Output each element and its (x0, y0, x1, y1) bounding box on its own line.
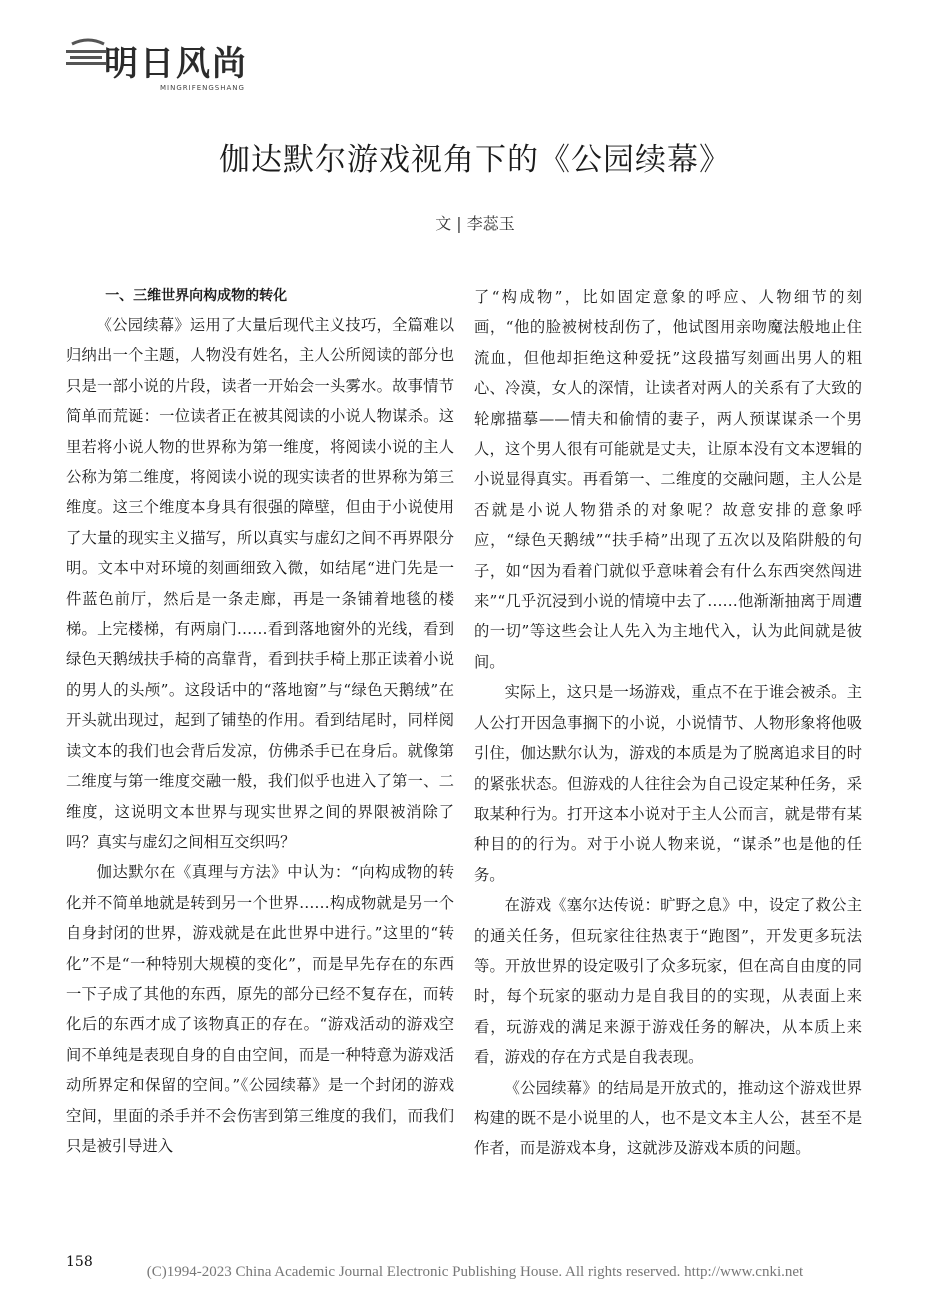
body-paragraph: 《公园续幕》运用了大量后现代主义技巧，全篇难以归纳出一个主题，人物没有姓名，主人公所阅读的部分也只是一部小说的片段，读者一开始会一头雾水。故事情节简单而荒诞：一位读者正在被其阅读的小说人物谋杀。这里若将小说人物的世界称为第一维度，将阅读小说的主人公称为第二维度，将阅读小说的现实读者的世界称为第三维度。这三个维度本身具有很强的障壁，但由于小说使用了大量的现实主义描写，所以真实与虚幻之间不再界限分明。文本中对环境的刻画细致入微，如结尾“进门先是一件蓝色前厅，然后是一条走廊，再是一条铺着地毯的楼梯。上完楼梯，有两扇门……看到落地窗外的光线，看到绿色天鹅绒扶手椅的高靠背，看到扶手椅上那正读着小说的男人的头颅”。这段话中的“落地窗”与“绿色天鹅绒”在开头就出现过，起到了铺垫的作用。看到结尾时，同样阅读文本的我们也会背后发凉，仿佛杀手已在身后。就像第二维度与第一维度交融一般，我们似乎也进入了第一、二维度，这说明文本世界与现实世界之间的界限被消除了吗？真实与虚幻之间相互交织吗？ (66, 316, 454, 851)
page-number: 158 (66, 1254, 93, 1270)
left-column (66, 282, 454, 1161)
section-heading: 一、三维世界向构成物的转化 (105, 288, 288, 304)
logo-text: 明日风尚 (104, 44, 248, 84)
article-author: 文 | 李蕊玉 (435, 214, 515, 233)
body-paragraph: 伽达默尔在《真理与方法》中认为：“向构成物的转化并不简单地就是转到另一个世界……构成物就是另一个自身封闭的世界，游戏就是在此世界中进行。”这里的“转化”不是“一种特别大规模的变化”，而是早先存在的东西一下子成了其他的东西，原先的部分已经不复存在，而转化后的东西才成了该物真正的存在。“游戏活动的游戏空间不单纯是表现自身的自由空间，而是一种特意为游戏活动所界定和保留的空间。”《公园续幕》是一个封闭的游戏空间，里面的杀手并不会伤害到第三维度的我们，而我们只是被引导进入 (66, 863, 454, 1155)
article-title: 伽达默尔游戏视角下的《公园续幕》 (219, 142, 731, 178)
right-column (474, 282, 862, 1164)
logo-subtitle: MINGRIFENGSHANG (160, 84, 245, 92)
body-paragraph: 实际上，这只是一场游戏，重点不在于谁会被杀。主人公打开因急事搁下的小说，小说情节、人物形象将他吸引住，伽达默尔认为，游戏的本质是为了脱离追求目的时的紧张状态。但游戏的人往往会为自己设定某种任务，采取某种行为。打开这本小说对于主人公而言，就是带有某种目的的行为。对于小说人物来说，“谋杀”也是他的任务。 (474, 683, 862, 884)
body-paragraph: 《公园续幕》的结局是开放式的，推动这个游戏世界构建的既不是小说里的人，也不是文本主人公，甚至不是作者，而是游戏本身，这就涉及游戏本质的问题。 (474, 1078, 862, 1158)
body-paragraph: 在游戏《塞尔达传说：旷野之息》中，设定了救公主的通关任务，但玩家往往热衷于“跑图”，开发更多玩法等。开放世界的设定吸引了众多玩家，但在高自由度的同时，每个玩家的驱动力是自我目的的实现，从表面上来看，玩游戏的满足来源于游戏任务的解决，从本质上来看，游戏的存在方式是自我表现。 (474, 896, 862, 1067)
copyright-footer: (C)1994-2023 China Academic Journal Electronic Publishing House. All rights reserved. http://www.cnki.net (146, 1264, 804, 1280)
body-paragraph-continued: 了“构成物”，比如固定意象的呼应、人物细节的刻画，“他的脸被树枝刮伤了，他试图用亲吻魔法般地止住流血，但他却拒绝这种爱抚”这段描写刻画出男人的粗心、冷漠，女人的深情，让读者对两人的关系有了大致的轮廓描摹——情夫和偷情的妻子，两人预谋谋杀一个男人，这个男人很有可能就是丈夫，让原本没有文本逻辑的小说显得真实。再看第一、二维度的交融问题，主人公是否就是小说人物猎杀的对象呢？故意安排的意象呼应，“绿色天鹅绒”“扶手椅”出现了五次以及陷阱般的句子，如“因为看着门就似乎意味着会有什么东西突然闯进来”“几乎沉浸到小说的情境中去了……他渐渐抽离于周遭的一切”等这些会让人先入为主地代入，认为此间就是彼间。 (474, 288, 862, 671)
header-logo (64, 26, 264, 96)
